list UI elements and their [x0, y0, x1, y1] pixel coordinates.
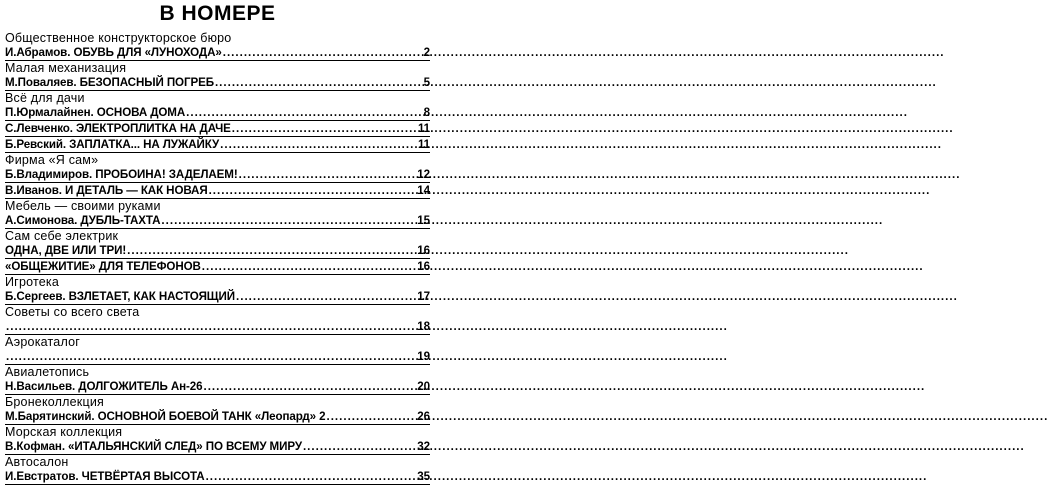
toc-section — [5, 153, 430, 199]
toc-section — [5, 229, 430, 275]
section-rubric: Морская коллекция — [5, 425, 123, 439]
dot-leader — [326, 409, 416, 424]
dot-leader — [203, 379, 416, 394]
dot-leader — [215, 75, 417, 90]
toc-entry[interactable] — [5, 409, 430, 425]
section-rubric: Общественное конструкторское бюро — [5, 31, 232, 45]
toc-entry[interactable] — [5, 379, 430, 395]
section-rubric: Фирма «Я сам» — [5, 153, 99, 167]
dot-leader — [202, 259, 417, 274]
section-rubric: Советы со всего света — [5, 305, 140, 319]
dot-leader — [303, 439, 416, 454]
dot-leader — [6, 319, 416, 334]
toc-section — [5, 395, 430, 425]
toc-entry[interactable] — [5, 319, 430, 335]
section-rubric: Бронеколлекция — [5, 395, 104, 409]
toc-section — [5, 61, 430, 91]
entry-title: Б.Владимиров. ПРОБОИНА! ЗАДЕЛАЕМ! — [5, 168, 238, 181]
toc-section — [5, 275, 430, 305]
page-number: 5 — [423, 76, 430, 89]
toc-section — [5, 199, 430, 229]
section-rubric: Сам себе электрик — [5, 229, 119, 243]
entry-title: С.Левченко. ЭЛЕКТРОПЛИТКА НА ДАЧЕ — [5, 122, 231, 135]
page-number: 18 — [417, 320, 430, 333]
page-number: 19 — [417, 350, 430, 363]
toc-section — [5, 31, 430, 61]
page-number: 15 — [417, 214, 430, 227]
toc-entry[interactable] — [5, 259, 430, 275]
dot-leader — [232, 121, 417, 136]
toc-entry[interactable] — [5, 105, 430, 121]
page-number: 16 — [417, 244, 430, 257]
toc-entry[interactable] — [5, 121, 430, 137]
toc-entry[interactable] — [5, 289, 430, 305]
contents-page — [0, 0, 435, 500]
entry-title: И.Абрамов. ОБУВЬ ДЛЯ «ЛУНОХОДА» — [5, 46, 222, 59]
section-rubric: Авиалетопись — [5, 365, 90, 379]
section-rubric: Всё для дачи — [5, 91, 85, 105]
page-number: 26 — [417, 410, 430, 423]
toc-entry[interactable] — [5, 213, 430, 229]
dot-leader — [239, 167, 417, 182]
page-number: 35 — [417, 470, 430, 483]
page-number: 20 — [417, 380, 430, 393]
page-number: 2 — [423, 46, 430, 59]
toc-entry[interactable] — [5, 469, 430, 485]
toc-entry[interactable] — [5, 183, 430, 199]
entry-title: В.Кофман. «ИТАЛЬЯНСКИЙ СЛЕД» ПО ВСЕМУ МИРУ — [5, 440, 302, 453]
page-title: В НОМЕРЕ — [159, 2, 276, 25]
toc-section — [5, 335, 430, 365]
toc-section — [5, 365, 430, 395]
toc-entry[interactable] — [5, 75, 430, 91]
page-number: 16 — [417, 260, 430, 273]
entry-title: Б.Ревский. ЗАПЛАТКА... НА ЛУЖАЙКУ — [5, 138, 220, 151]
toc-entry[interactable] — [5, 439, 430, 455]
dot-leader — [127, 243, 416, 258]
entry-title: М.Поваляев. БЕЗОПАСНЫЙ ПОГРЕБ — [5, 76, 214, 89]
entry-title: М.Барятинский. ОСНОВНОЙ БОЕВОЙ ТАНК «Леопард» 2 — [5, 410, 326, 423]
page-number: 17 — [417, 290, 430, 303]
dot-leader — [6, 349, 416, 364]
entry-title: «ОБЩЕЖИТИЕ» ДЛЯ ТЕЛЕФОНОВ — [5, 260, 201, 273]
dot-leader — [209, 183, 417, 198]
toc-entry[interactable] — [5, 137, 430, 153]
page-number: 11 — [417, 138, 430, 151]
table-of-contents — [5, 31, 430, 485]
section-rubric: Аэрокаталог — [5, 335, 80, 349]
page-number: 12 — [417, 168, 430, 181]
section-rubric: Мебель — своими руками — [5, 199, 161, 213]
toc-section — [5, 91, 430, 153]
entry-title: В.Иванов. И ДЕТАЛЬ — КАК НОВАЯ — [5, 184, 208, 197]
toc-entry[interactable] — [5, 243, 430, 259]
entry-title: Б.Сергеев. ВЗЛЕТАЕТ, КАК НАСТОЯЩИЙ — [5, 290, 235, 303]
dot-leader — [220, 137, 417, 152]
toc-entry[interactable] — [5, 45, 430, 61]
entry-title: И.Евстратов. ЧЕТВЁРТАЯ ВЫСОТА — [5, 470, 205, 483]
dot-leader — [236, 289, 416, 304]
toc-section — [5, 425, 430, 455]
entry-title: П.Юрмалайнен. ОСНОВА ДОМА — [5, 106, 186, 119]
entry-title: Н.Васильев. ДОЛГОЖИТЕЛЬ Ан-26 — [5, 380, 203, 393]
entry-title: ОДНА, ДВЕ ИЛИ ТРИ! — [5, 244, 127, 257]
page-number: 11 — [417, 122, 430, 135]
page-number: 32 — [417, 440, 430, 453]
toc-entry[interactable] — [5, 167, 430, 183]
toc-section — [5, 455, 430, 485]
section-rubric: Малая механизация — [5, 61, 127, 75]
dot-leader — [206, 469, 417, 484]
page-number: 8 — [423, 106, 430, 119]
section-rubric: Автосалон — [5, 455, 69, 469]
toc-entry[interactable] — [5, 349, 430, 365]
toc-section — [5, 305, 430, 335]
dot-leader — [186, 105, 417, 120]
entry-title: А.Симонова. ДУБЛЬ-ТАХТА — [5, 214, 161, 227]
dot-leader — [223, 45, 417, 60]
dot-leader — [161, 213, 416, 228]
section-rubric: Игротека — [5, 275, 60, 289]
page-number: 14 — [417, 184, 430, 197]
